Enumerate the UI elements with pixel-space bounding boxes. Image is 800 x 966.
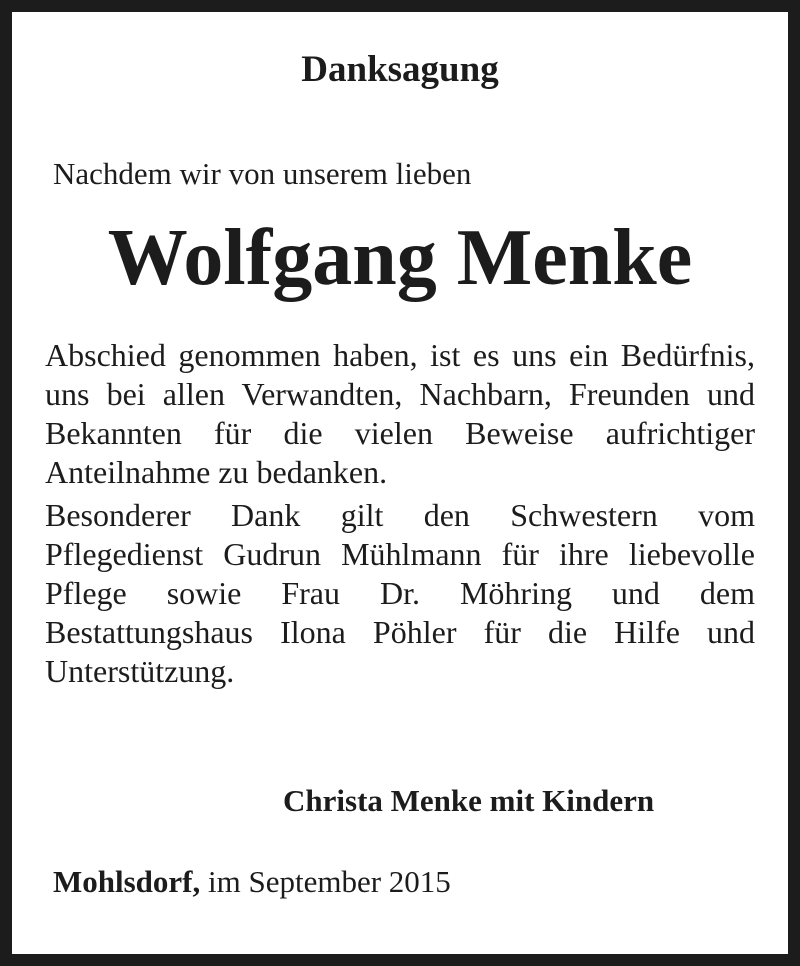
- place-date-line: [53, 862, 451, 902]
- special-thanks-paragraph: Besonderer Dank gilt den Schwestern vom Pflegedienst Gudrun Mühlmann für ihre liebevolle Pflege sowie Frau Dr. Möhring und dem Bestattungshaus Ilona Pöhler für die Hilfe und Unterstützung.: [45, 497, 755, 689]
- date-text: im September 2015: [200, 864, 451, 899]
- place-name: Mohlsdorf,: [53, 864, 201, 899]
- intro-line: Nachdem wir von unserem lieben: [53, 156, 472, 191]
- signature: Christa Menke mit Kindern: [283, 783, 655, 818]
- notice-heading: Danksagung: [301, 49, 499, 90]
- thanks-paragraph: Abschied genommen haben, ist es uns ein Bedürfnis, uns bei allen Verwandten, Nachbarn, Freunden und Bekannten für die vielen Beweise aufrichtiger Anteilnahme zu bedanken.: [45, 337, 755, 490]
- deceased-name: Wolfgang Menke: [107, 214, 693, 302]
